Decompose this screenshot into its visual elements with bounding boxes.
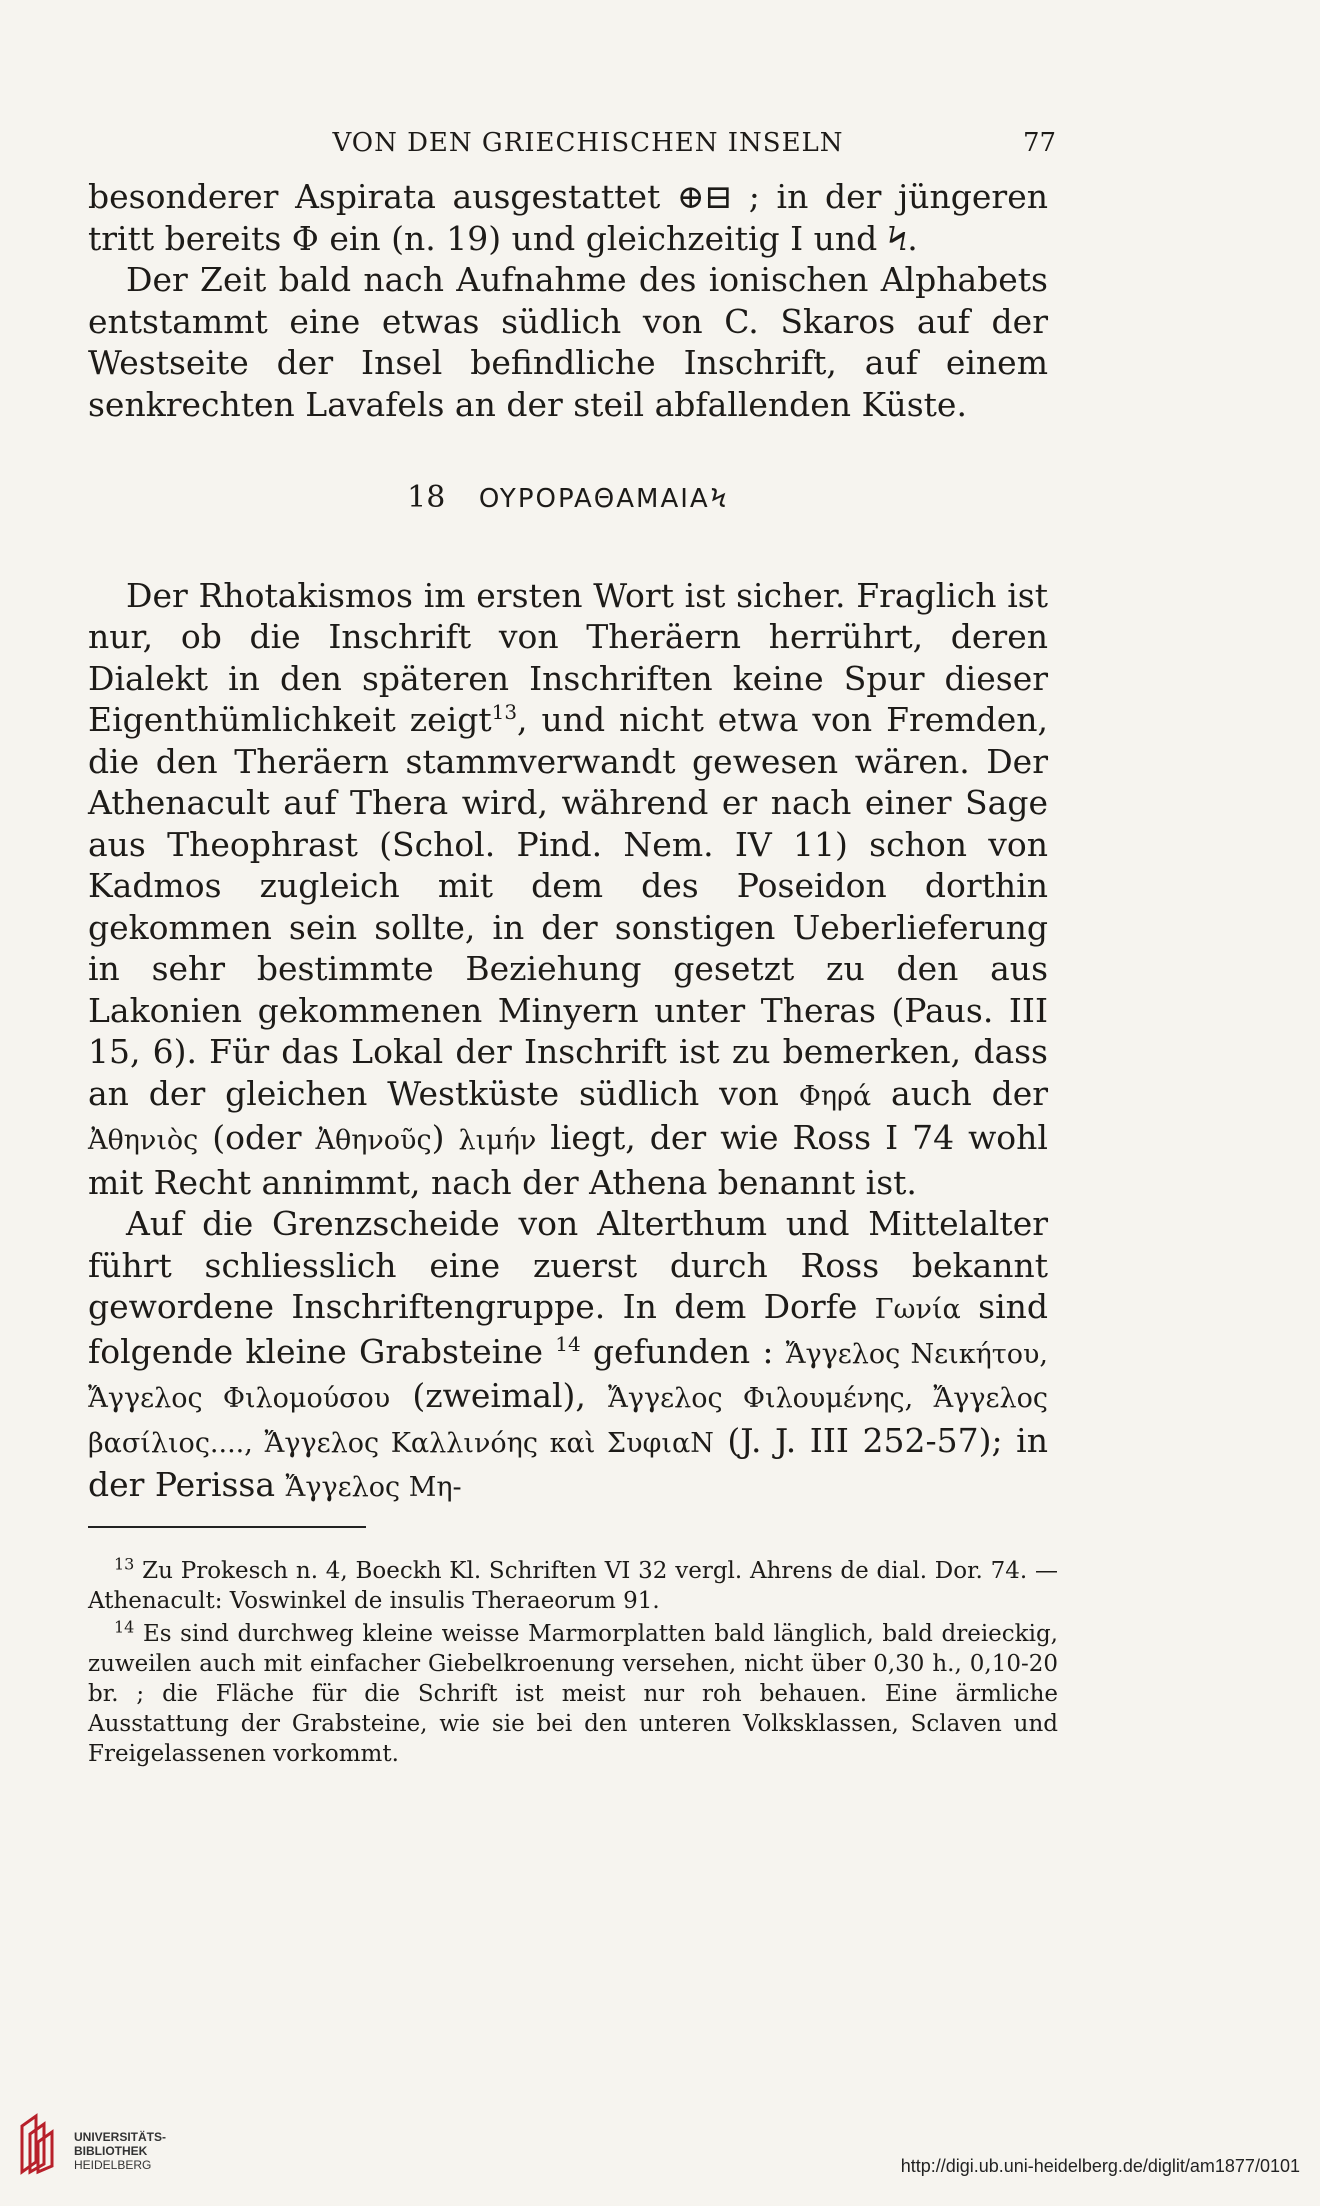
footnotes [88,1556,1058,1772]
text-run: ) [431,1118,459,1157]
greek-term: Ἀθηνιὸς [88,1125,199,1156]
footnote-number: 13 [114,1554,135,1574]
footnote-number: 14 [114,1617,135,1637]
text-run: (J. J. III 252-57); in der Perissa [88,1420,1048,1504]
greek-term: Ἄγγελος Φιλουμένης, Ἄγγελος βασίλιος...., Ἄγγελος Καλλινόης καὶ ΣυφιαΝ [88,1383,1048,1459]
greek-term: Γωνία [874,1294,961,1325]
greek-term: Ἄγγελος Μη- [285,1472,462,1503]
source-url[interactable]: http://digi.ub.uni-heidelberg.de/diglit/am1877/0101 [900,2156,1300,2176]
library-logo-text [74,2130,166,2172]
paragraph-1: besonderer Aspirata ausgestattet ⊕⊟ ; in der jüngeren tritt bereits Φ ein (n. 19) und gleichzeitig I und Ϟ. [88,177,1048,258]
text-run: auch der [871,1073,1048,1113]
footnote-ref-14: 14 [555,1331,581,1356]
footnote-14 [88,1619,1058,1769]
logo-line: BIBLIOTHEK [74,2144,148,2158]
footnote-13 [88,1556,1058,1616]
footnote-divider [88,1526,366,1528]
logo-line: HEIDELBERG [74,2158,152,2172]
text-run: Der Rhotakismos im ersten Wort ist sicher. Fraglich ist nur, ob die Inschrift von Theräern herrührt, deren Dialekt in den späteren Inschriften keine Spur dieser Eigenthümlichkeit zeigt [88,575,1048,739]
footnote-text: Es sind durchweg kleine weisse Marmorplatten bald länglich, bald dreieckig, zuweilen auch mit einfacher Giebelkroenung versehen, nicht über 0,30 h., 0,10-20 br. ; die Fläche für die Schrift ist meist nur roh behauen. Eine ärmliche Ausstattung der Grabsteine, wie sie bei den unteren Volksklassen, Sclaven und Freigelassenen vorkommt. [88,1621,1058,1767]
section-number: 18 [407,480,446,515]
page-number: 77 [1023,128,1057,158]
text-run: liegt, der wie Ross I 74 wohl mit Recht annimmt, nach der Athena benannt ist. [88,1118,1048,1202]
paragraph-2: Der Zeit bald nach Aufnahme des ionischen Alphabets entstammt eine etwas südlich von C. Skaros auf der Westseite der Insel befindliche Inschrift, auf einem senkrechten Lavafels an der steil abfallenden Küste. [88,260,1048,424]
body-text [88,176,1048,1509]
footnote-text: Zu Prokesch n. 4, Boeckh Kl. Schriften VI 32 vergl. Ahrens de dial. Dor. 74. — Athenacult: Voswinkel de insulis Theraeorum 91. [88,1558,1059,1614]
paragraph-3 [88,575,1048,1204]
text-run: (oder [198,1118,316,1157]
text-run: , und nicht etwa von Fremden, die den Theräern stammverwandt gewesen wären. Der Athenacult auf Thera wird, während er nach einer Sage aus Theophrast (Schol. Pind. Nem. IV 11) schon von Kadmos zugleich mit dem des Poseidon dorthin gekommen sein sollte, in der sonstigen Ueberlieferung in sehr bestimmte Beziehung gesetzt zu den aus Lakonien gekommenen Minyern unter Theras (Paus. III 15, 6). Für das Lokal der Inschrift ist zu bemerken, dass an der gleichen Westküste südlich von [88,700,1048,1113]
greek-term: λιμήν [458,1125,537,1156]
greek-term: Ἀθηνοῦς [315,1125,432,1156]
library-logo-icon [16,2112,66,2176]
text-run: gefunden : [580,1331,786,1371]
footnote-ref-13: 13 [491,700,518,724]
paragraph-4 [88,1203,1048,1509]
greek-term: Φηρά [798,1080,872,1112]
text-run: (zweimal), [390,1376,609,1415]
section-heading [88,477,1048,521]
inscription-text: OYPOPAΘAMAIAϞ [478,484,729,514]
running-head: VON DEN GRIECHISCHEN INSELN [332,128,844,158]
greek-term: Ἄγγελος Νεικήτου, Ἄγγελος Φιλομούσου [88,1338,1048,1414]
text-run: sind folgende kleine Grabsteine [88,1287,1049,1371]
logo-line: UNIVERSITÄTS- [74,2130,167,2144]
text-run: Auf die Grenzscheide von Alterthum und Mittelalter führt schliesslich eine zuerst durch Ross bekannt gewordene Inschriftengruppe. In dem Dorfe [88,1204,1048,1326]
library-logo[interactable] [16,2112,196,2182]
